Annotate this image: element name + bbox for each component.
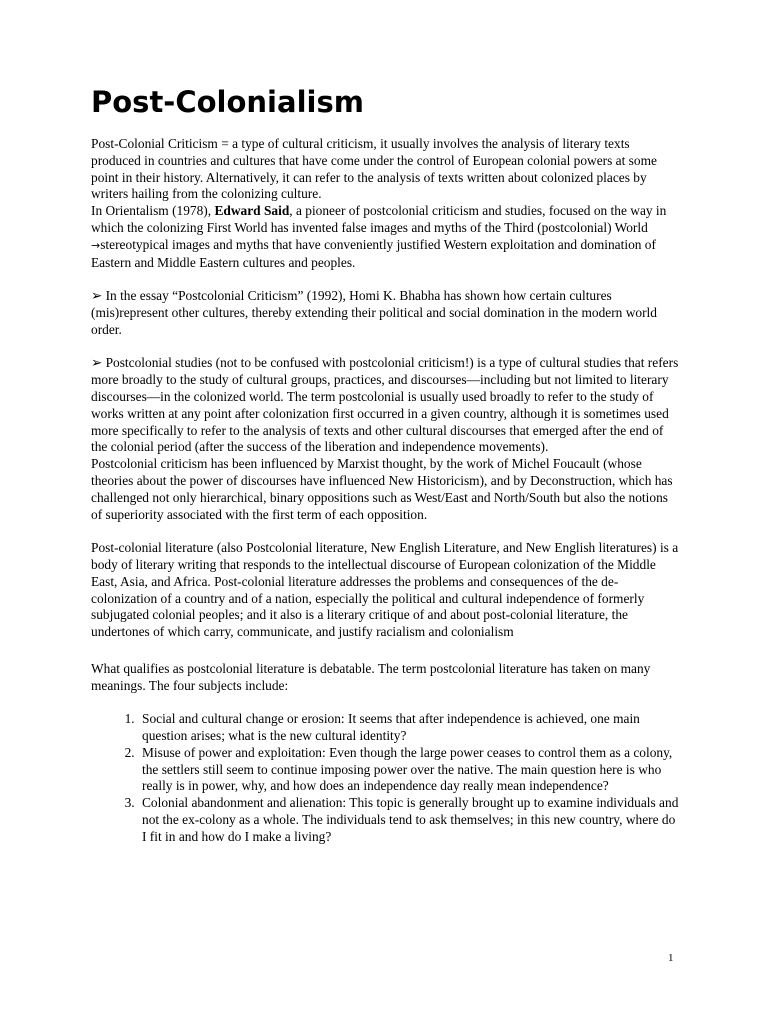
spacer bbox=[91, 641, 679, 661]
edward-said-name: Edward Said bbox=[214, 203, 290, 219]
list-item: 1. Social and cultural change or erosion: It seems that after independence is achieved, one main question arises; what is the new cultural identity? bbox=[138, 711, 679, 745]
spacer bbox=[91, 339, 679, 356]
list-item: 3. Colonial abandonment and alienation: This topic is generally brought up to examine individuals and not the ex-colony as a whole. The individuals tend to ask themselves; in this new country, where do I fit in and how do I make a living? bbox=[138, 795, 679, 845]
spacer bbox=[91, 695, 679, 712]
document-body bbox=[91, 136, 679, 846]
page-title: Post-Colonialism bbox=[91, 85, 364, 119]
orientalism-paragraph bbox=[91, 203, 679, 271]
bhabha-text: In the essay “Postcolonial Criticism” (1992), Homi K. Bhabha has shown how certain cultures (mis)represent other cultures, thereby extending their political and social domination in the modern world order. bbox=[91, 288, 657, 337]
orientalism-text-middle: , a pioneer of postcolonial criticism and studies, focused on the way in which the colonizing First World has invented false images and myths of the Third (postcolonial) World bbox=[91, 203, 667, 235]
spacer bbox=[91, 523, 679, 540]
bullet-arrow-icon: ➢ bbox=[91, 355, 103, 371]
spacer bbox=[91, 271, 679, 288]
orientalism-text-start: In Orientalism (1978), bbox=[91, 203, 215, 219]
subjects-list bbox=[91, 711, 679, 845]
list-item: 2. Misuse of power and exploitation: Even though the large power ceases to control them as a colony, the settlers still seem to continue imposing power over the native. The main question here is who really is in power, why, and how does an independence day really mean independence? bbox=[138, 745, 679, 795]
bhabha-paragraph bbox=[91, 288, 679, 338]
influence-paragraph: Postcolonial criticism has been influenced by Marxist thought, by the work of Michel Foucault (whose theories about the power of discourses have influenced New Historicism), and by Deconstruction, which has challenged not only hierarchical, binary oppositions such as West/East and North/South but also the notions of superiority associated with the first term of each opposition. bbox=[91, 456, 673, 522]
bullet-arrow-icon: ➢ bbox=[91, 288, 103, 304]
page-number: 1 bbox=[668, 952, 674, 964]
studies-text: Postcolonial studies (not to be confused with postcolonial criticism!) is a type of cultural studies that refers more broadly to the study of cultural groups, practices, and discourses—including but not limited to literary discourses—in the colonized world. The term postcolonial is usually used broadly to refer to the study of works written at any point after colonization first occurred in a given country, although it is sometimes used more specifically to refer to the analysis of texts and other cultural discourses that emerged after the end of the colonial period (after the success of the liberation and independence movements). bbox=[91, 355, 679, 455]
intro-paragraph: Post-Colonial Criticism = a type of cultural criticism, it usually involves the analysis of literary texts produced in countries and cultures that have come under the control of European colonial powers at some point in their history. Alternatively, it can refer to the analysis of texts written about colonized places by writers hailing from the colonizing culture. bbox=[91, 136, 657, 202]
arrow-right-icon: → bbox=[91, 238, 101, 252]
studies-paragraph bbox=[91, 355, 679, 456]
orientalism-text-end: stereotypical images and myths that have conveniently justified Western exploitation and domination of Eastern and Middle Eastern cultures and peoples. bbox=[91, 236, 656, 270]
literature-paragraph: Post-colonial literature (also Postcolonial literature, New English Literature, and New English literatures) is a body of literary writing that responds to the intellectual discourse of European colonization of the Middle East, Asia, and Africa. Post-colonial literature addresses the problems and consequences of the de-colonization of a country and of a nation, especially the political and cultural independence of formerly subjugated colonial peoples; and it also is a literary critique of and about post-colonial literature, the undertones of which carry, communicate, and justify racialism and colonialism bbox=[91, 540, 679, 640]
qualifies-paragraph: What qualifies as postcolonial literature is debatable. The term postcolonial literature has taken on many meanings. The four subjects include: bbox=[91, 660, 651, 693]
